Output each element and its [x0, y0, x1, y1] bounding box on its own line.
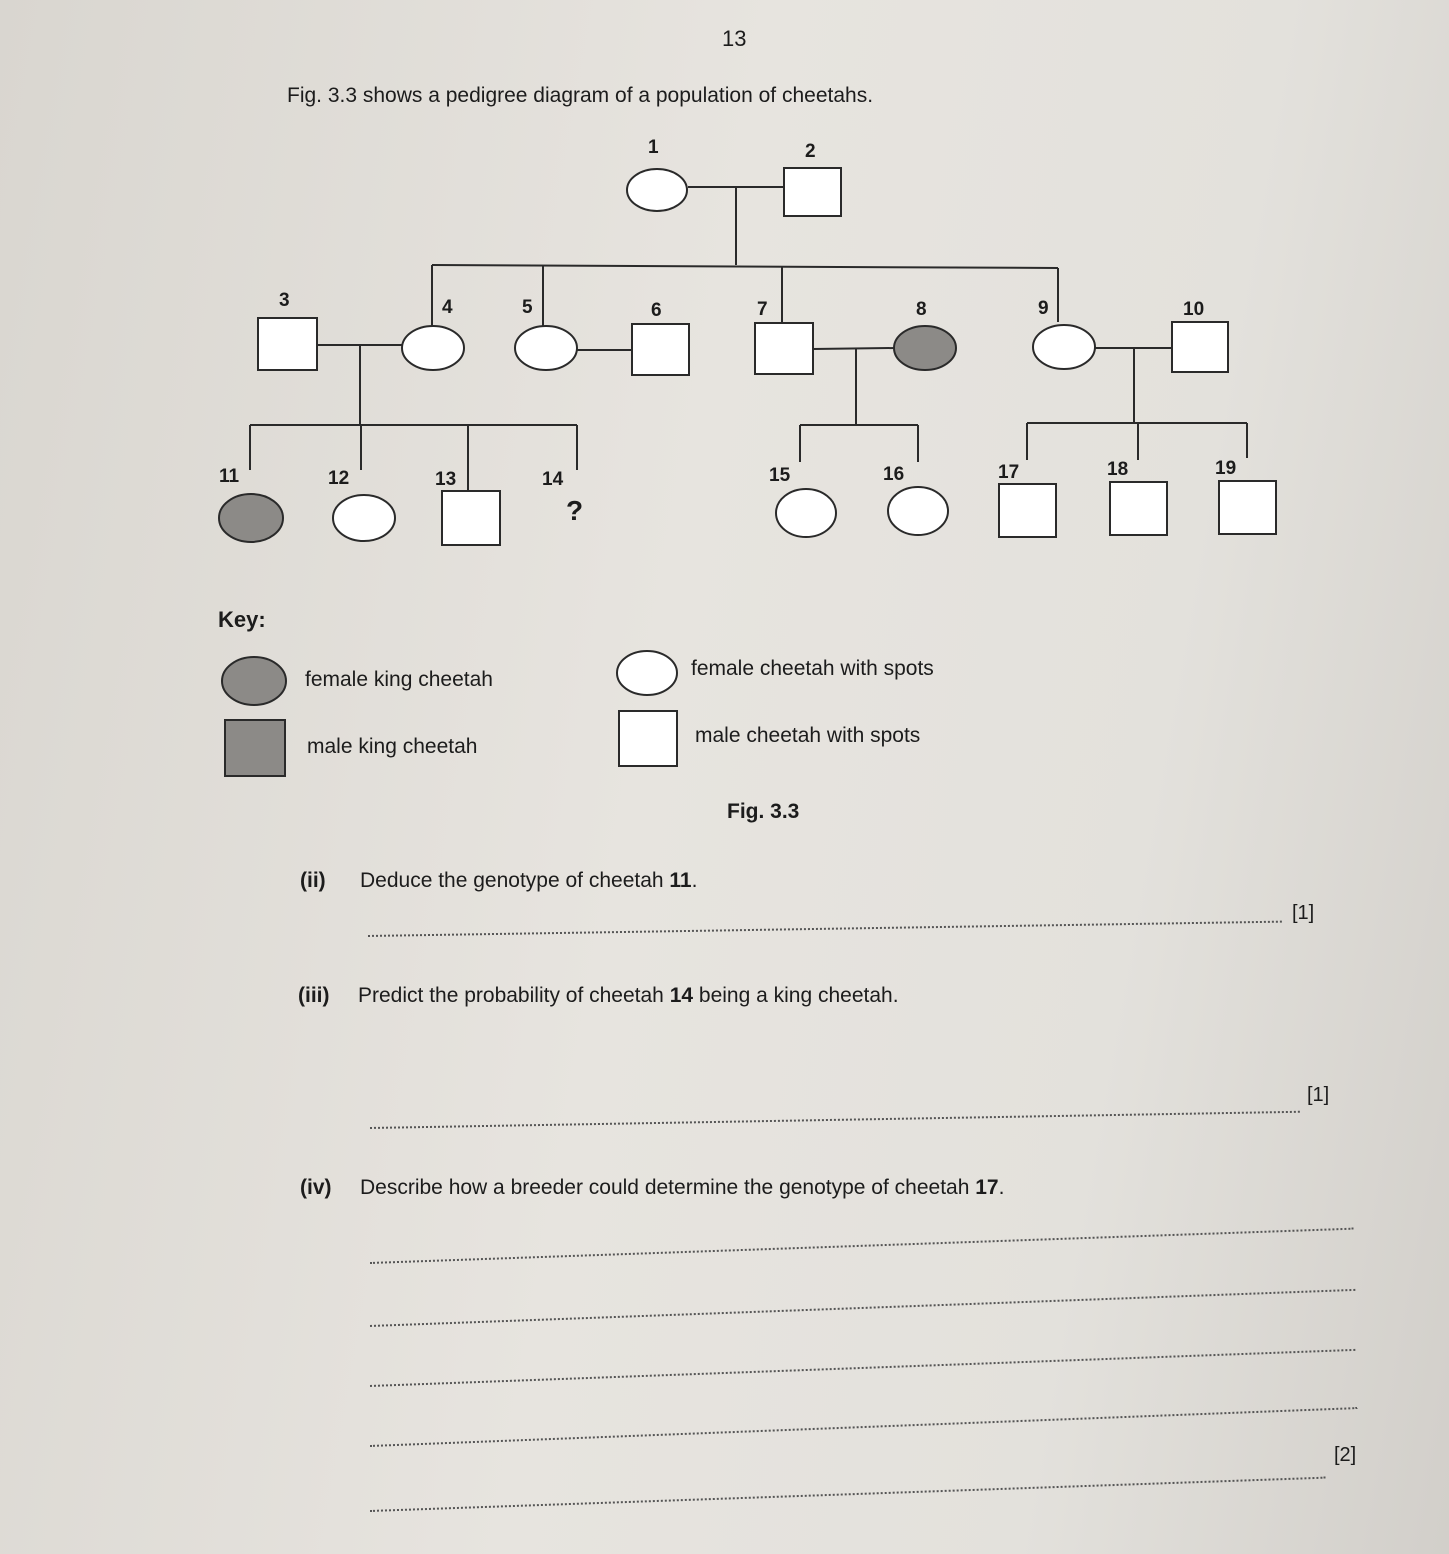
- question-ii-number: (ii): [300, 869, 326, 892]
- figure-caption: Fig. 3.3: [727, 800, 800, 823]
- label-13: 13: [435, 469, 457, 490]
- label-18: 18: [1107, 459, 1129, 480]
- question-iv-text: Describe how a breeder could determine the genotype of cheetah: [360, 1176, 976, 1199]
- label-2: 2: [805, 141, 816, 162]
- answer-line-ii[interactable]: [368, 921, 1282, 937]
- answer-line-iv-3[interactable]: [370, 1349, 1355, 1387]
- label-1: 1: [648, 137, 659, 158]
- label-10: 10: [1183, 299, 1205, 320]
- label-16: 16: [883, 464, 905, 485]
- intro-text: Fig. 3.3 shows a pedigree diagram of a population of cheetahs.: [287, 84, 874, 107]
- label-8: 8: [916, 299, 927, 320]
- label-19: 19: [1215, 458, 1237, 479]
- question-iv: (iv) Describe how a breeder could determine the genotype of cheetah 17.: [300, 1176, 1005, 1199]
- question-iii-cheetah-number: 14: [669, 984, 694, 1007]
- label-9: 9: [1038, 298, 1049, 319]
- answer-line-iv-5[interactable]: [370, 1477, 1325, 1512]
- label-12: 12: [328, 468, 350, 489]
- question-ii: (ii) Deduce the genotype of cheetah 11.: [300, 869, 698, 892]
- key-female-king-label: female king cheetah: [305, 668, 493, 691]
- label-17: 17: [998, 462, 1020, 483]
- key-male-spots-symbol: [619, 711, 677, 766]
- key-female-spots-symbol: [617, 651, 677, 695]
- question-iii-number: (iii): [298, 984, 330, 1007]
- answer-line-iv-2[interactable]: [370, 1289, 1355, 1327]
- key-female-king-symbol: [222, 657, 286, 705]
- page-number: 13: [722, 26, 747, 51]
- question-ii-cheetah-number: 11: [669, 869, 692, 892]
- cheetah-14-unknown-mark: ?: [566, 495, 584, 526]
- answer-line-iv-1[interactable]: [370, 1228, 1353, 1264]
- label-7: 7: [757, 299, 768, 320]
- mark-iii: [1]: [1307, 1084, 1330, 1106]
- label-11: 11: [219, 466, 240, 487]
- answer-line-iii[interactable]: [370, 1111, 1300, 1129]
- question-iv-cheetah-number: 17: [975, 1176, 999, 1199]
- key-title: Key:: [218, 607, 266, 632]
- label-5: 5: [522, 297, 533, 318]
- mark-iv: [2]: [1334, 1444, 1357, 1466]
- key-female-spots-label: female cheetah with spots: [691, 657, 934, 680]
- key-male-king-label: male king cheetah: [307, 735, 478, 758]
- question-iii-text: Predict the probability of cheetah: [358, 984, 670, 1007]
- question-ii-text: Deduce the genotype of cheetah: [360, 869, 670, 892]
- mark-ii: [1]: [1292, 902, 1315, 924]
- label-4: 4: [442, 297, 453, 318]
- label-3: 3: [279, 290, 290, 311]
- label-15: 15: [769, 465, 791, 486]
- answer-line-iv-4[interactable]: [370, 1407, 1357, 1447]
- question-iii: (iii) Predict the probability of cheetah 14 being a king cheetah.: [298, 984, 899, 1007]
- question-iv-number: (iv): [300, 1176, 332, 1199]
- key-male-spots-label: male cheetah with spots: [695, 724, 921, 747]
- label-14: 14: [542, 469, 564, 490]
- label-6: 6: [651, 300, 662, 321]
- key-male-king-symbol: [225, 720, 285, 776]
